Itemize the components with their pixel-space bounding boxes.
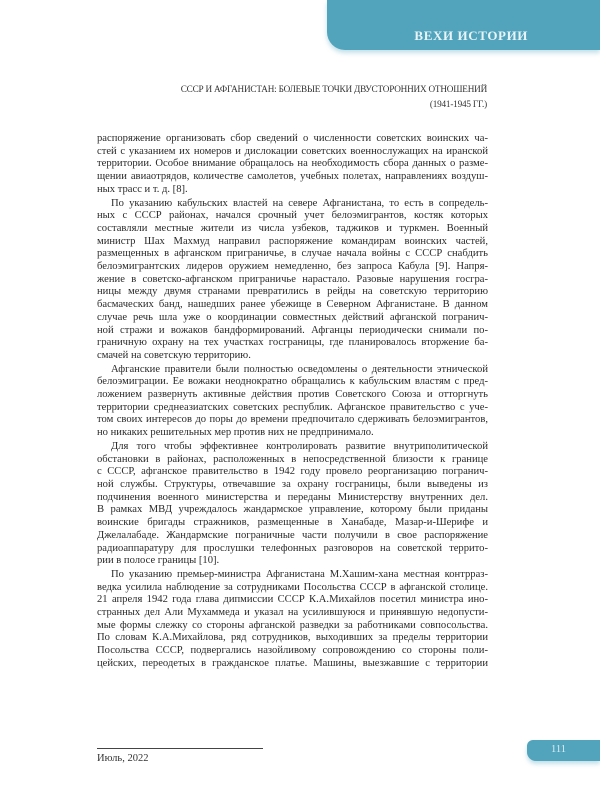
text-line: распоряжение организовать сбор сведений о численности советских воинских ча- xyxy=(97,133,488,144)
article-body xyxy=(97,133,488,672)
text-line: ницы между двумя странами превратились в рейды на советскую территорию xyxy=(97,286,488,298)
text-line: 21 апреля 1942 года глава дипмиссии СССР К.А.Михайлов посетил министра ино- xyxy=(97,594,488,606)
text-line: смачей на советскую территорию. xyxy=(97,349,251,361)
paragraph xyxy=(97,441,488,568)
text-line: Для того чтобы эффективнее контролировать развитие внутриполитической xyxy=(111,440,488,452)
text-line: Афганские правители были полностью осведомлены о деятельности этнической xyxy=(111,363,488,375)
paragraph xyxy=(97,364,488,440)
text-line: белоэмиграции. Ее вожаки неоднократно обращались к кабульским властям с пред- xyxy=(97,376,488,388)
text-line: Посольства СССР, подвергались назойливому сопровождению со стороны поли- xyxy=(97,645,488,657)
text-line: белоэмигрантских лидеров оружием немедленно, без запроса Кабула [9]. Напря- xyxy=(97,261,488,273)
footer-divider xyxy=(97,748,263,749)
text-line: ной стражи и вожаков бандформирований. Афганцы периодически снимали по- xyxy=(97,324,488,336)
issue-date: Июль, 2022 xyxy=(97,753,149,764)
text-line: с СССР, афганское правительство в 1942 году провело реорганизацию погранич- xyxy=(97,466,488,478)
text-line: территории среднеазиатских советских республик. Афганское правительство с уче- xyxy=(97,401,488,413)
text-line: министр Шах Махмуд направил распоряжение командирам воинских частей, xyxy=(97,235,488,247)
text-line: случае речь шла уже о координации совместных действий афганской погранич- xyxy=(97,311,488,323)
page-number: 111 xyxy=(551,744,566,755)
section-title: ВЕХИ ИСТОРИИ xyxy=(414,28,528,43)
text-line: жение в советско-афганском приграничье нарастало. Разовые нарушения госгра- xyxy=(97,273,488,285)
text-line: подчинения военного министерства и переданы Министерству внутренних дел. xyxy=(97,491,488,503)
text-line: территории. Особое внимание обращалось на необходимость сбора данных о разме- xyxy=(97,158,488,170)
text-line: ных трасс и т. д. [8]. xyxy=(97,183,188,195)
text-line: мые формы слежку со стороны афганской разведки за работниками совпосольства. xyxy=(97,619,488,631)
text-line: том своих интересов до поры до времени предпочитало сдерживать белоэмигрантов, xyxy=(97,414,488,426)
text-line: рии в полосе границы [10]. xyxy=(97,555,220,567)
text-line: странных дел Али Мухаммеда и указал на усилившуюся и принявшую недопусти- xyxy=(97,607,488,619)
text-line: но никаких решительных мер против них не предпринимало. xyxy=(97,427,374,439)
text-line: басмаческих банд, нашедших ранее убежище в Северном Афганистане. В данном xyxy=(97,299,488,311)
text-line: По указанию премьер-министра Афганистана М.Хашим-хана местная контрраз- xyxy=(111,568,488,580)
text-line: составляли местные жители из числа узбеков, таджиков и туркмен. Военный xyxy=(97,222,488,234)
text-line: щении авиаотрядов, количестве самолетов, учебных полетах, направлениях воздуш- xyxy=(97,171,488,183)
text-line: По указанию кабульских властей на севере Афганистана, то есть в сопредель- xyxy=(111,197,488,209)
text-line: По словам К.А.Михайлова, ряд сотрудников, выходивших за пределы территории xyxy=(97,632,488,644)
text-line: В рамках МВД учреждалось жандармское управление, которому были приданы xyxy=(97,504,488,516)
paragraph xyxy=(97,133,488,197)
section-header-tab xyxy=(327,0,600,50)
text-line: граничную охрану на тех участках госграницы, где планировалось вторжение ба- xyxy=(97,337,488,349)
text-line: ложением развернуть активные действия против Советского Союза и отторгнуть xyxy=(97,389,488,401)
text-line: стей с указанием их номеров и дислокации советских военнослужащих на иранской xyxy=(97,145,488,157)
text-line: обстановки в районах, расположенных в непосредственной близости к границе xyxy=(97,453,488,465)
article-period: (1941-1945 ГГ.) xyxy=(429,99,487,109)
text-line: ных с СССР районах, начался срочный учет белоэмигрантов, костяк которых xyxy=(97,210,488,222)
paragraph xyxy=(97,198,488,363)
text-line: размещенных в афганском приграничье, в случае начала войны с СССР снабдить xyxy=(97,248,488,260)
text-line: радиоаппаратуру для прослушки телефонных разговоров на советской террито- xyxy=(97,542,488,554)
text-line: ведка усилила наблюдение за сотрудниками Посольства СССР в афганской столице. xyxy=(97,581,488,593)
text-line: цейских, переодетых в гражданское платье. Машины, выезжавшие с территории xyxy=(97,657,488,669)
page-number-tab xyxy=(527,740,600,761)
article-title: СССР И АФГАНИСТАН: БОЛЕВЫЕ ТОЧКИ ДВУСТОРОННИХ ОТНОШЕНИЙ xyxy=(180,84,487,94)
paragraph xyxy=(97,569,488,671)
text-line: ной службы. Структуры, отвечавшие за охрану госграницы, были выведены из xyxy=(97,478,488,490)
running-header xyxy=(181,82,487,112)
text-line: воинские бригады стражников, размещенные в Ханабаде, Мазар-и-Шерифе и xyxy=(97,517,488,529)
text-line: Джелалабаде. Жандармские пограничные части получили в свое распоряжение xyxy=(97,529,488,541)
